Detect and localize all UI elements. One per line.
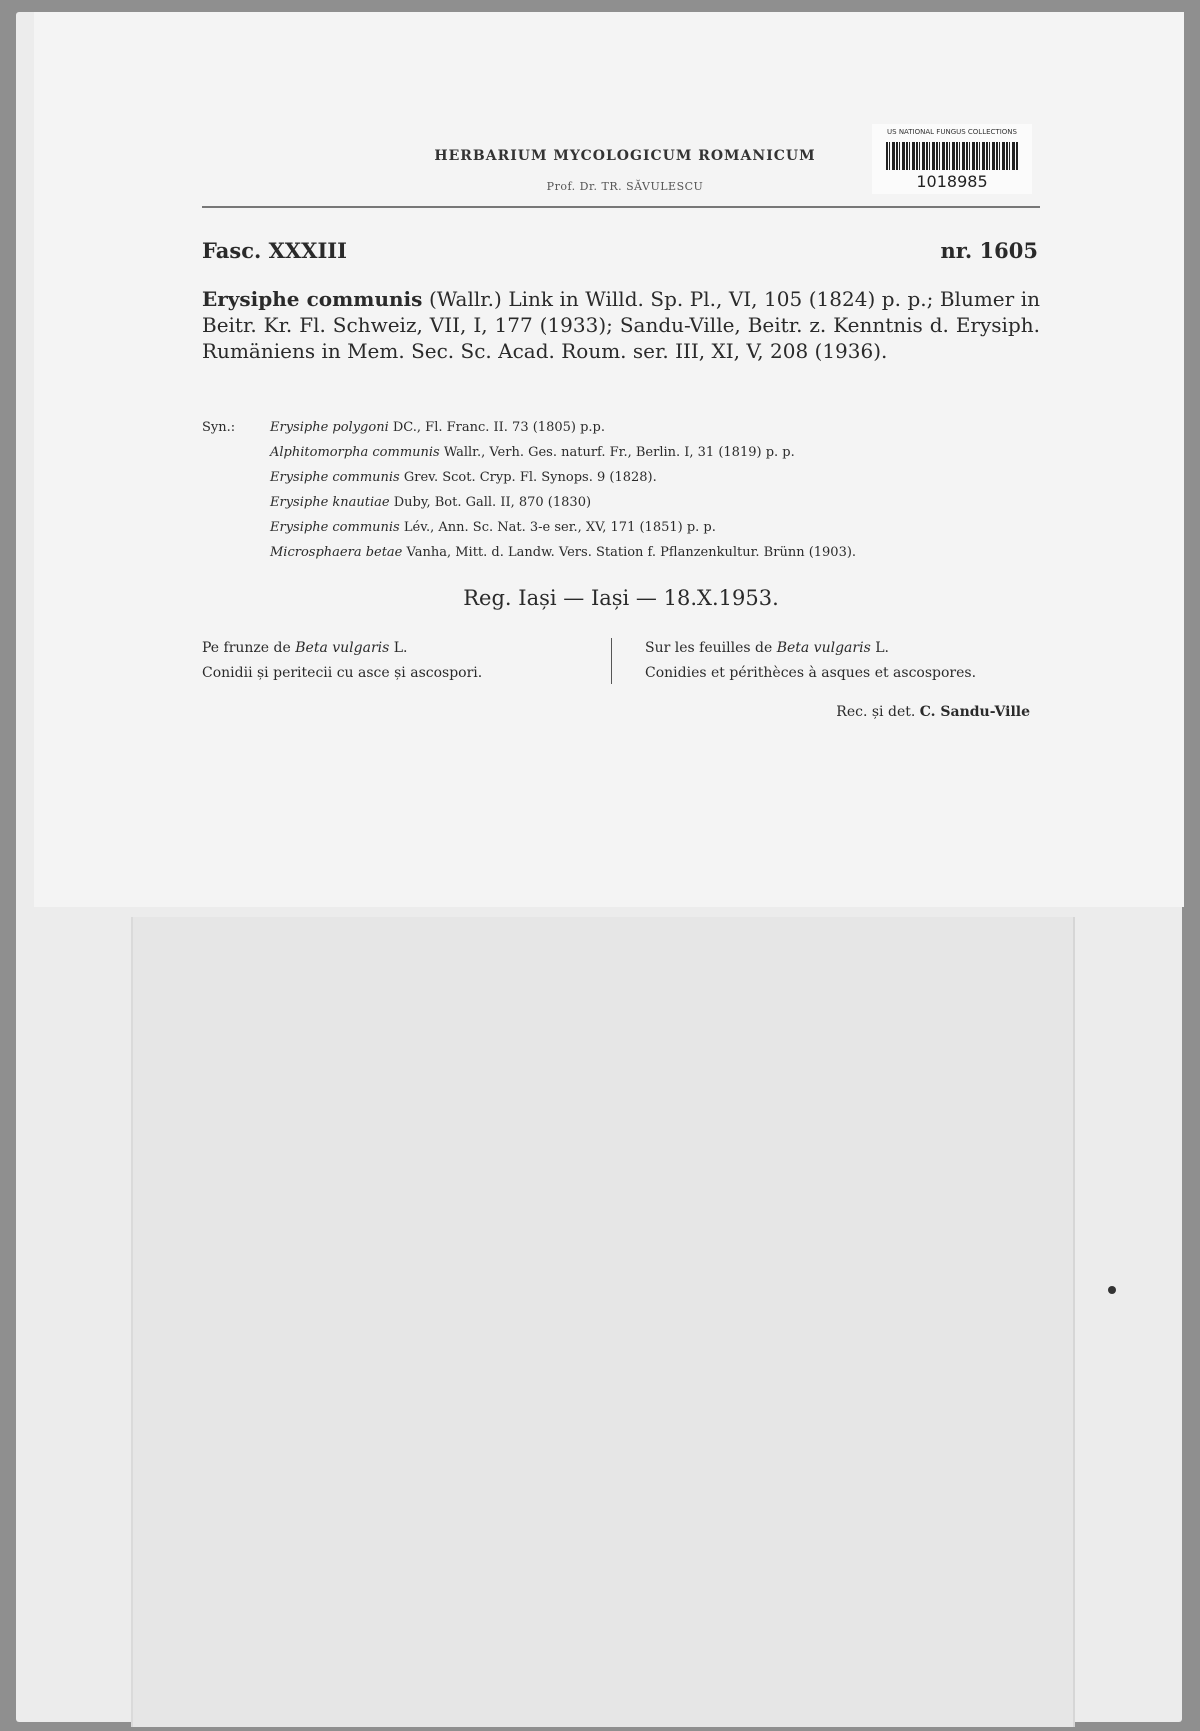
herbarium-sheet xyxy=(16,12,1182,1722)
synonym-item: Erysiphe polygoni DC., Fl. Franc. II. 73 (1805) p.p. xyxy=(270,420,605,435)
synonym-item: Microsphaera betae Vanha, Mitt. d. Landw. Vers. Station f. Pflanzenkultur. Brünn (1903). xyxy=(270,545,857,560)
column-divider xyxy=(611,638,612,684)
species-citation: (Wallr.) Link in Willd. Sp. Pl., VI, 105 (1824) p. p.; Blumer in Beitr. Kr. Fl. Schweiz, VII, I, 177 (1933); Sandu-Ville, Beitr. z. Kenntnis d. Erysiph. Rumäniens in Mem. Sec. Sc. Acad. Roum. ser. III, XI, V, 208 (1936). xyxy=(202,287,1040,363)
synonym-item: Erysiphe communis Grev. Scot. Cryp. Fl. Synops. 9 (1828). xyxy=(270,470,657,485)
structures-line-ro: Conidii și peritecii cu asce și ascospori. xyxy=(202,665,483,681)
collector-line: Rec. și det. C. Sandu-Ville xyxy=(836,704,1030,720)
species-name: Erysiphe communis xyxy=(202,287,423,311)
synonym-item: Erysiphe knautiae Duby, Bot. Gall. II, 870 (1830) xyxy=(270,495,592,510)
french-description xyxy=(645,636,1045,686)
host-line-fr: Sur les feuilles de Beta vulgaris L. xyxy=(645,640,889,656)
synonyms-list xyxy=(270,415,1050,565)
locality-date: Reg. Iași — Iași — 18.X.1953. xyxy=(463,586,779,610)
specimen-packet xyxy=(131,917,1075,1727)
collector-name: C. Sandu-Ville xyxy=(919,704,1030,720)
synonyms-label: Syn.: xyxy=(202,420,236,435)
specimen-number: nr. 1605 xyxy=(940,238,1038,263)
synonym-item: Erysiphe communis Lév., Ann. Sc. Nat. 3-e ser., XV, 171 (1851) p. p. xyxy=(270,520,716,535)
herbarium-subtitle: Prof. Dr. TR. SĂVULESCU xyxy=(546,180,704,193)
fascicle-number: Fasc. XXXIII xyxy=(202,238,347,263)
barcode-number: 1018985 xyxy=(916,172,988,191)
host-line-ro: Pe frunze de Beta vulgaris L. xyxy=(202,640,408,656)
header-divider xyxy=(202,206,1040,208)
species-entry xyxy=(202,286,1040,364)
herbarium-title: HERBARIUM MYCOLOGICUM ROMANICUM xyxy=(434,148,816,164)
barcode-caption: US NATIONAL FUNGUS COLLECTIONS xyxy=(887,128,1017,136)
structures-line-fr: Conidies et périthèces à asques et ascospores. xyxy=(645,665,977,681)
barcode-icon xyxy=(886,142,1018,170)
synonym-item: Alphitomorpha communis Wallr., Verh. Ges. naturf. Fr., Berlin. I, 31 (1819) p. p. xyxy=(270,445,795,460)
specimen-dot xyxy=(1108,1286,1116,1294)
romanian-description xyxy=(202,636,602,686)
barcode-label xyxy=(872,124,1032,194)
